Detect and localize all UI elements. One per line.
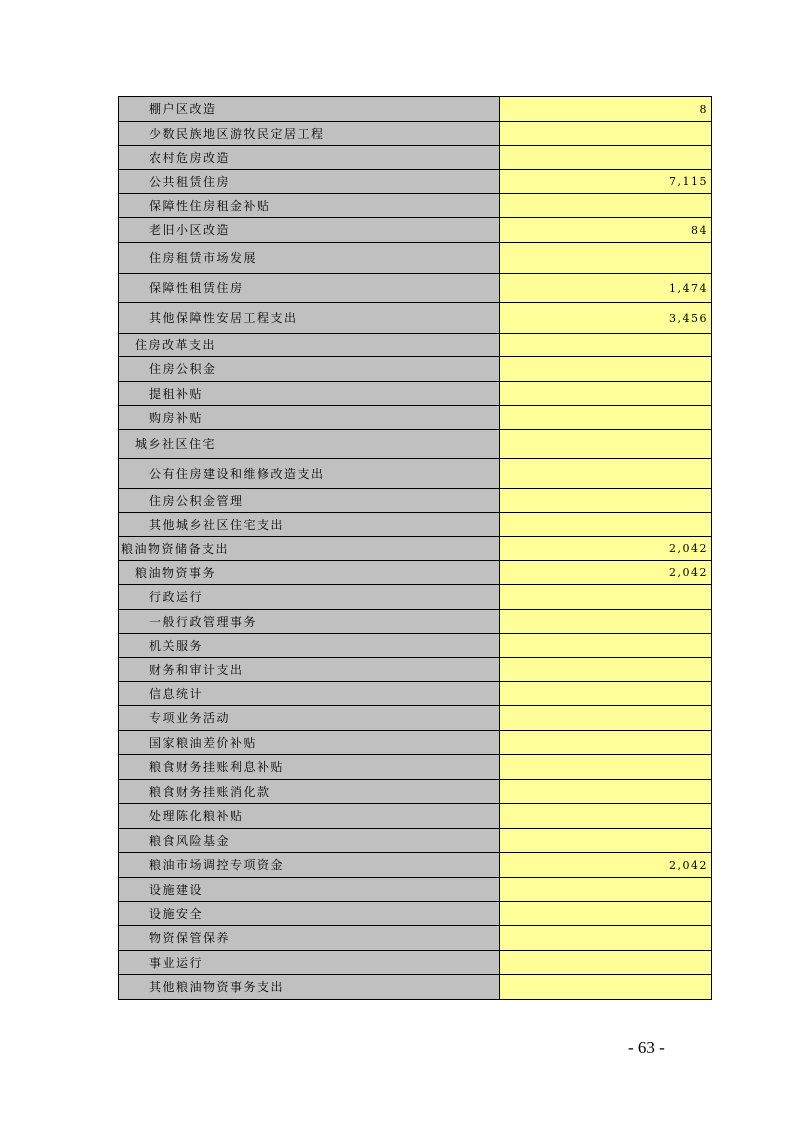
table-row (119, 780, 712, 804)
item-name-cell: 粮食财务挂账利息补贴 (119, 755, 500, 780)
item-name-cell: 棚户区改造 (119, 97, 500, 122)
item-name-cell: 其他保障性安居工程支出 (119, 303, 500, 334)
amount-cell (500, 357, 712, 382)
table-row (119, 561, 712, 585)
item-name-cell: 国家粮油差价补贴 (119, 731, 500, 755)
amount-cell (500, 382, 712, 406)
item-name-cell: 城乡社区住宅 (119, 430, 500, 459)
item-name-cell: 住房公积金 (119, 357, 500, 382)
table-row (119, 430, 712, 459)
item-name-cell: 购房补贴 (119, 406, 500, 430)
amount-cell: 2,042 (500, 561, 712, 585)
item-name-cell: 住房租赁市场发展 (119, 243, 500, 274)
item-name-cell: 公有住房建设和维修改造支出 (119, 459, 500, 489)
item-name-cell: 行政运行 (119, 585, 500, 610)
amount-cell: 2,042 (500, 853, 712, 878)
amount-cell (500, 243, 712, 274)
amount-cell: 1,474 (500, 274, 712, 303)
table-row (119, 489, 712, 513)
item-name-cell: 保障性租赁住房 (119, 274, 500, 303)
table-row (119, 829, 712, 853)
amount-cell (500, 755, 712, 780)
table-row (119, 537, 712, 561)
table-row (119, 878, 712, 902)
item-name-cell: 粮食风险基金 (119, 829, 500, 853)
table-row (119, 706, 712, 731)
item-name-cell: 事业运行 (119, 951, 500, 975)
table-row (119, 634, 712, 658)
table-row (119, 853, 712, 878)
item-name-cell: 其他城乡社区住宅支出 (119, 513, 500, 537)
table-row (119, 357, 712, 382)
amount-cell: 2,042 (500, 537, 712, 561)
table-row (119, 682, 712, 706)
table-row (119, 755, 712, 780)
item-name-cell: 提租补贴 (119, 382, 500, 406)
amount-cell: 3,456 (500, 303, 712, 334)
item-name-cell: 其他粮油物资事务支出 (119, 975, 500, 1000)
table-row (119, 243, 712, 274)
item-name-cell: 设施安全 (119, 902, 500, 926)
amount-cell (500, 459, 712, 489)
amount-cell (500, 878, 712, 902)
table-row (119, 926, 712, 951)
amount-cell (500, 122, 712, 146)
table-row (119, 170, 712, 194)
amount-cell (500, 334, 712, 357)
table-row (119, 97, 712, 122)
amount-cell (500, 804, 712, 829)
table-row (119, 902, 712, 926)
amount-cell (500, 951, 712, 975)
amount-cell: 84 (500, 218, 712, 243)
item-name-cell: 粮油物资储备支出 (119, 537, 500, 561)
amount-cell (500, 489, 712, 513)
item-name-cell: 住房公积金管理 (119, 489, 500, 513)
table-row (119, 382, 712, 406)
table-row (119, 658, 712, 682)
amount-cell (500, 975, 712, 1000)
item-name-cell: 老旧小区改造 (119, 218, 500, 243)
item-name-cell: 专项业务活动 (119, 706, 500, 731)
amount-cell (500, 585, 712, 610)
table-row (119, 274, 712, 303)
table-row (119, 218, 712, 243)
item-name-cell: 机关服务 (119, 634, 500, 658)
item-name-cell: 粮油市场调控专项资金 (119, 853, 500, 878)
item-name-cell: 信息统计 (119, 682, 500, 706)
table-row (119, 610, 712, 634)
amount-cell (500, 926, 712, 951)
amount-cell (500, 706, 712, 731)
item-name-cell: 少数民族地区游牧民定居工程 (119, 122, 500, 146)
item-name-cell: 住房改革支出 (119, 334, 500, 357)
amount-cell (500, 658, 712, 682)
budget-expenditure-table (118, 96, 712, 1000)
amount-cell: 7,115 (500, 170, 712, 194)
item-name-cell: 公共租赁住房 (119, 170, 500, 194)
item-name-cell: 农村危房改造 (119, 146, 500, 170)
table-row (119, 194, 712, 218)
table-body (119, 97, 712, 1000)
item-name-cell: 处理陈化粮补贴 (119, 804, 500, 829)
amount-cell (500, 610, 712, 634)
item-name-cell: 财务和审计支出 (119, 658, 500, 682)
amount-cell (500, 634, 712, 658)
page-number: - 63 - (628, 1038, 665, 1057)
amount-cell (500, 406, 712, 430)
table-row (119, 303, 712, 334)
amount-cell (500, 682, 712, 706)
amount-cell (500, 146, 712, 170)
table-row (119, 459, 712, 489)
amount-cell (500, 513, 712, 537)
amount-cell (500, 731, 712, 755)
amount-cell (500, 430, 712, 459)
item-name-cell: 物资保管保养 (119, 926, 500, 951)
table-row (119, 146, 712, 170)
item-name-cell: 一般行政管理事务 (119, 610, 500, 634)
table-row (119, 334, 712, 357)
item-name-cell: 保障性住房租金补贴 (119, 194, 500, 218)
item-name-cell: 设施建设 (119, 878, 500, 902)
amount-cell (500, 780, 712, 804)
table-row (119, 975, 712, 1000)
table-row (119, 804, 712, 829)
amount-cell: 8 (500, 97, 712, 122)
table-row (119, 513, 712, 537)
table-row (119, 951, 712, 975)
table-row (119, 406, 712, 430)
amount-cell (500, 829, 712, 853)
item-name-cell: 粮食财务挂账消化款 (119, 780, 500, 804)
table-row (119, 122, 712, 146)
amount-cell (500, 902, 712, 926)
table-row (119, 731, 712, 755)
item-name-cell: 粮油物资事务 (119, 561, 500, 585)
table-row (119, 585, 712, 610)
amount-cell (500, 194, 712, 218)
